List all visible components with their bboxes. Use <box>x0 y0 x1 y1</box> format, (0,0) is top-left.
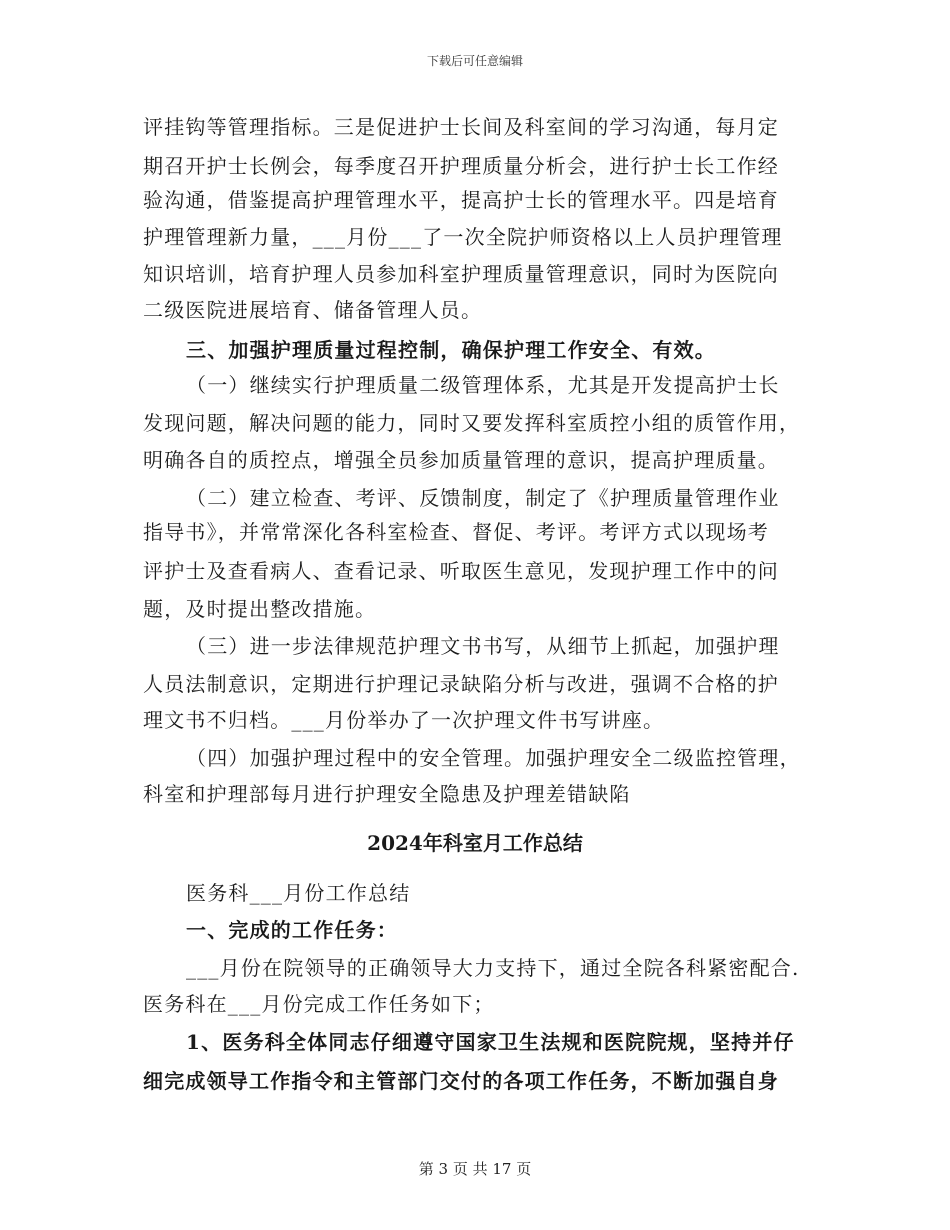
paragraph-line: 期召开护士长例会，每季度召开护理质量分析会，进行护士长工作经 <box>143 154 779 178</box>
section-heading: 一、完成的工作任务： <box>186 918 398 942</box>
paragraph-line: 护理管理新力量，___月份___了一次全院护师资格以上人员护理管理 <box>143 225 783 249</box>
paragraph-line: 科室和护理部每月进行护理安全隐患及护理差错缺陷 <box>143 782 631 806</box>
paragraph-line: 知识培训，培育护理人员参加科室护理质量管理意识，同时为医院向 <box>143 262 779 286</box>
paragraph-line: （四）加强护理过程中的安全管理。加强护理安全二级监控管理， <box>186 746 801 770</box>
paragraph-line: 发现问题，解决问题的能力，同时又要发挥科室质控小组的质管作用， <box>143 411 801 435</box>
paragraph-line: ___月份在院领导的正确领导大力支持下，通过全院各科紧密配合. <box>186 956 800 980</box>
paragraph-line: 评护士及查看病人、查看记录、听取医生意见，发现护理工作中的问 <box>143 559 779 583</box>
paragraph-line: 题，及时提出整改措施。 <box>143 597 377 621</box>
paragraph-line: （二）建立检查、考评、反馈制度，制定了《护理质量管理作业 <box>186 486 780 510</box>
document-title: 2024年科室月工作总结 <box>367 831 583 855</box>
paragraph-line: 医务科在___月份完成工作任务如下； <box>143 992 495 1016</box>
paragraph-line: （三）进一步法律规范护理文书书写，从细节上抓起，加强护理 <box>186 634 780 658</box>
paragraph-line: 评挂钩等管理指标。三是促进护士长间及科室间的学习沟通，每月定 <box>143 115 779 139</box>
paragraph-line: 明确各自的质控点，增强全员参加质量管理的意识，提高护理质量。 <box>143 448 779 472</box>
paragraph-line: 二级医院进展培育、储备管理人员。 <box>143 298 483 322</box>
paragraph-line: （一）继续实行护理质量二级管理体系，尤其是开发提高护士长 <box>186 373 780 397</box>
paragraph-line: 指导书》，并常常深化各科室检查、督促、考评。考评方式以现场考 <box>143 520 769 544</box>
page-number: 第 3 页 共 17 页 <box>418 1160 532 1178</box>
document-subtitle: 医务科___月份工作总结 <box>186 881 411 905</box>
paragraph-line: 验沟通，借鉴提高护理管理水平，提高护士长的管理水平。四是培育 <box>143 188 779 212</box>
list-item-line: 1、医务科全体同志仔细遵守国家卫生法规和医院院规，坚持并仔 <box>186 1030 795 1054</box>
paragraph-line: 理文书不归档。___月份举办了一次护理文件书写讲座。 <box>143 708 665 732</box>
paragraph-line: 人员法制意识，定期进行护理记录缺陷分析与改进，强调不合格的护 <box>143 672 779 696</box>
list-item-line: 细完成领导工作指令和主管部门交付的各项工作任务，不断加强自身 <box>143 1069 779 1093</box>
page-header-note: 下载后可任意编辑 <box>426 54 523 68</box>
section-heading: 三、加强护理质量过程控制，确保护理工作安全、有效。 <box>186 338 716 362</box>
